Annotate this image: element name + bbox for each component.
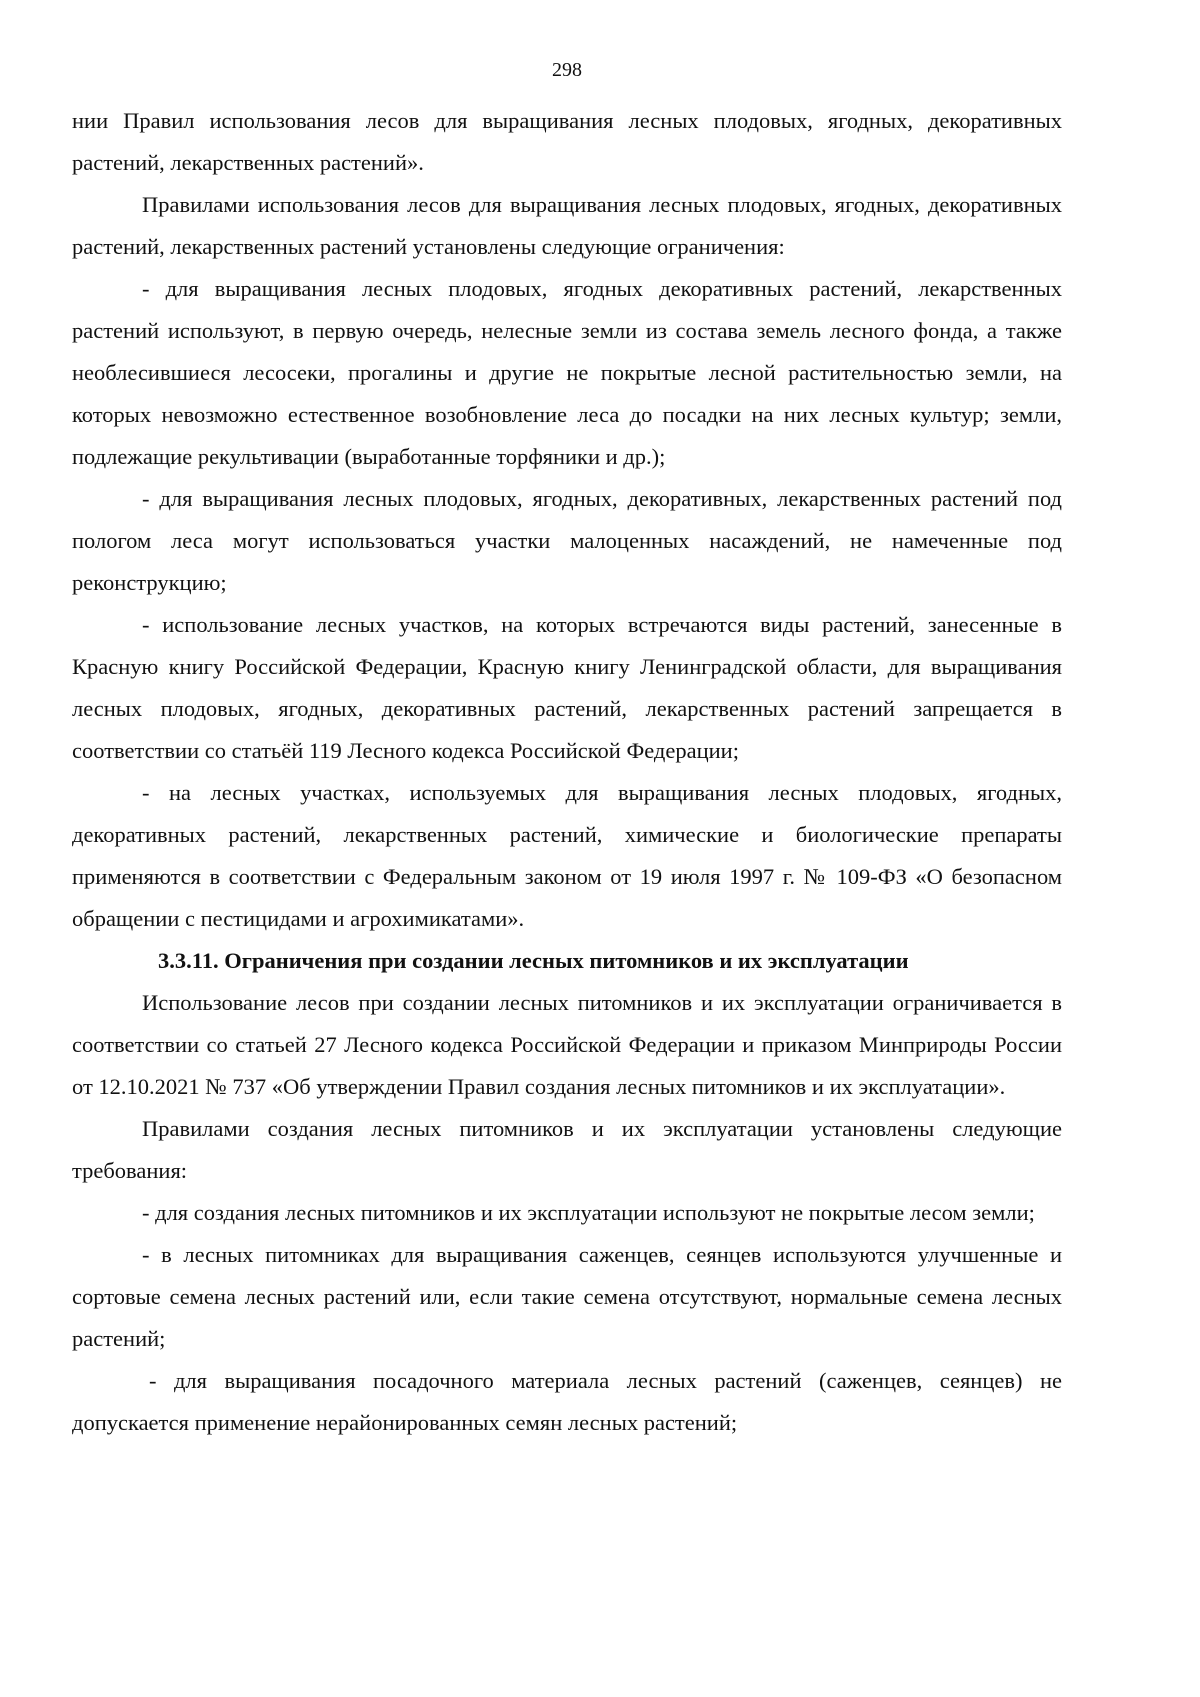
list-item-requirement: - для создания лесных питомников и их эксплуатации используют не покрытые лесом земли; bbox=[142, 1200, 1035, 1225]
page-number: 298 bbox=[552, 59, 582, 81]
list-item-restriction: - для выращивания лесных плодовых, ягодных декоративных растений, лекарственных растений используют, в первую очередь, нелесные земли из состава земель лесного фонда, а также необлесившиеся лесосеки, прогалины и другие не покрытые лесной растительностью земли, на которых невозможно естественное возобновление леса до посадки на них лесных культур; земли, подлежащие рекультивации (выработанные торфяники и др.); bbox=[72, 276, 1062, 469]
paragraph-nursery-usage: Использование лесов при создании лесных питомников и их эксплуатации ограничивается в соответствии со статьей 27 Лесного кодекса Российской Федерации и приказом Минприроды России от 12.10.2021 № 737 «Об утверждении Правил создания лесных питомников и их эксплуатации». bbox=[72, 990, 1062, 1099]
document-body bbox=[72, 100, 1062, 1444]
list-item-restriction: - использование лесных участков, на которых встречаются виды растений, занесенные в Красную книгу Российской Федерации, Красную книгу Ленинградской области, для выращивания лесных плодовых, ягодных, декоративных растений, лекарственных растений запрещается в соответствии со статьёй 119 Лесного кодекса Российской Федерации; bbox=[72, 612, 1062, 763]
list-item-restriction: - для выращивания лесных плодовых, ягодных, декоративных, лекарственных растений под пологом леса могут использоваться участки малоценных насаждений, не намеченные под реконструкцию; bbox=[72, 486, 1062, 595]
list-item-restriction: - на лесных участках, используемых для выращивания лесных плодовых, ягодных, декоративных растений, лекарственных растений, химические и биологические препараты применяются в соответствии с Федеральным законом от 19 июля 1997 г. № 109-ФЗ «О безопасном обращении с пестицидами и агрохимикатами». bbox=[72, 780, 1062, 931]
paragraph-intro-restrictions: Правилами использования лесов для выращивания лесных плодовых, ягодных, декоративных растений, лекарственных растений установлены следующие ограничения: bbox=[72, 192, 1062, 259]
paragraph-continuation: нии Правил использования лесов для выращивания лесных плодовых, ягодных, декоративных растений, лекарственных растений». bbox=[72, 108, 1062, 175]
section-heading: 3.3.11. Ограничения при создании лесных питомников и их эксплуатации bbox=[158, 948, 909, 973]
list-item-requirement: - в лесных питомниках для выращивания саженцев, сеянцев используются улучшенные и сортовые семена лесных растений или, если такие семена отсутствуют, нормальные семена лесных растений; bbox=[72, 1242, 1062, 1351]
paragraph-intro-requirements: Правилами создания лесных питомников и их эксплуатации установлены следующие требования: bbox=[72, 1116, 1062, 1183]
list-item-requirement: - для выращивания посадочного материала лесных растений (саженцев, сеянцев) не допускается применение нерайонированных семян лесных растений; bbox=[72, 1368, 1062, 1435]
